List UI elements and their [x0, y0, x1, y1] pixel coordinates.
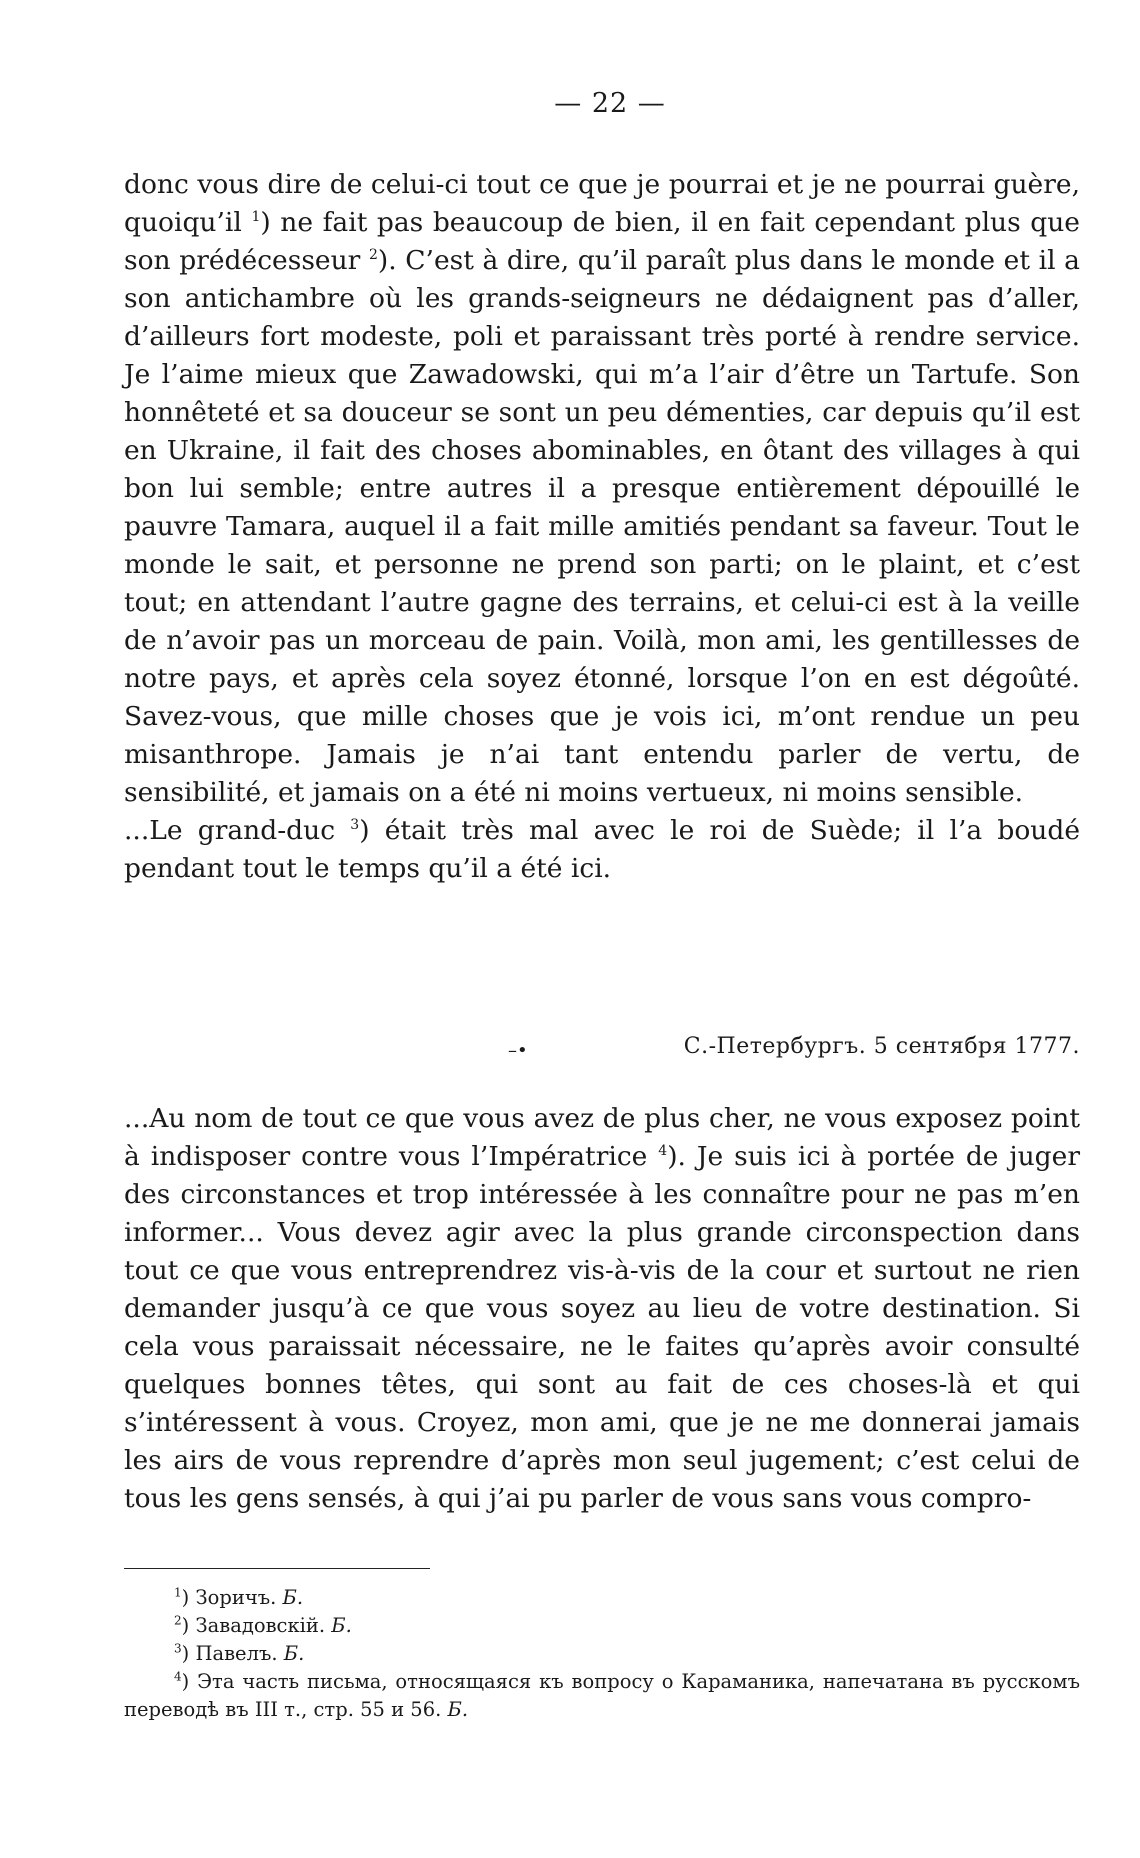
footnote-ref: 2	[368, 247, 378, 264]
footnote-author: Б.	[283, 1642, 305, 1665]
footnote-2	[124, 1612, 1080, 1640]
footnote-author: Б.	[331, 1614, 352, 1637]
footnote-3	[124, 1640, 1080, 1668]
footnote-text: ) Зоричъ.	[181, 1586, 283, 1609]
footnote-text: ) Эта часть письма, относящаяся къ вопросу о Караманика, напечатана въ русскомъ переводѣ въ III т., стр. 55 и 56.	[124, 1670, 1080, 1721]
paragraph-segment: ) était très mal avec le roi de Suède; il l’a boudé pendant tout le temps qu’il a été ici.	[124, 815, 1081, 884]
paragraph-segment: donc vous dire de celui-ci tout ce que je pourrai et je ne pourrai guère, quoiqu’il	[124, 169, 1080, 238]
letter-two-paragraph	[124, 1100, 1080, 1518]
dateline: С.-Петербургъ. 5 сентября 1777.	[683, 1034, 1080, 1059]
letter-one-paragraph	[124, 166, 1080, 812]
page-number: — 22 —	[554, 88, 666, 119]
paragraph-segment: ). C’est à dire, qu’il paraît plus dans le monde et il a son antichambre où les grands-seigneurs ne dédaignent pas d’aller, d’ailleurs fort modeste, poli et paraissant très porté à rendre service. Je l’aime mieux que Zawadowski, qui m’a l’air d’être un Tartufe. Son honnêteté et sa douceur se sont un peu démenties, car depuis qu’il est en Ukraine, il fait des choses abominables, en ôtant des villages à qui bon lui semble; entre autres il a presque entièrement dépouillé le pauvre Tamara, auquel il a fait mille amitiés pendant sa faveur. Tout le monde le sait, et personne ne prend son parti; on le plaint, et c’est tout; en attendant l’autre gagne des terrains, et celui-ci est à la veille de n’avoir pas un morceau de pain. Voilà, mon ami, les gentillesses de notre pays, et après cela soyez étonné, lorsque l’on en est dégoûté. Savez-vous, que mille choses que je vois ici, m’ont rendue un peu misanthrope. Jamais je n’ai tant entendu parler de vertu, de sensibilité, et jamais on a été ni moins vertueux, ni moins sensible.	[124, 245, 1080, 808]
footnote-number: 2	[174, 1613, 182, 1628]
paragraph-segment: ). Je suis ici à portée de juger des circonstances et trop intéressée à les connaître pour ne pas m’en informer... Vous devez agir avec la plus grande circonspection dans tout ce que vous entreprendrez vis-à-vis de la cour et surtout ne rien demander jusqu’à ce que vous soyez au lieu de votre destination. Si cela vous paraissait nécessaire, ne le faites qu’après avoir consulté quelques bonnes têtes, qui sont au fait de ces choses-là et qui s’intéressent à vous. Croyez, mon ami, que je ne me donnerai jamais les airs de vous reprendre d’après mon seul jugement; c’est celui de tous les gens sensés, à qui j’ai pu parler de vous sans vous compro-	[124, 1141, 1080, 1514]
footnote-divider	[124, 1568, 430, 1569]
footnote-ref: 1	[251, 209, 261, 226]
footnote-author: Б.	[447, 1698, 469, 1721]
footnote-author: Б.	[282, 1586, 304, 1609]
footnote-number: 3	[174, 1641, 182, 1656]
footnote-number: 4	[174, 1669, 182, 1684]
footnote-text: ) Павелъ.	[181, 1642, 284, 1665]
paragraph-segment: ...Le grand-duc	[124, 815, 351, 846]
dateline-ornament: –•	[508, 1040, 528, 1061]
footnote-ref: 4	[658, 1143, 668, 1160]
paragraph-segment: ) ne fait pas beaucoup de bien, il en fait cependant plus que son prédécesseur	[124, 207, 1080, 276]
footnote-ref: 3	[350, 817, 360, 834]
footnote-1	[124, 1584, 1080, 1612]
footnote-4	[124, 1668, 1080, 1724]
footnote-text: ) Завадовскій.	[181, 1614, 332, 1637]
letter-one-text	[124, 166, 1080, 888]
footnotes	[124, 1584, 1080, 1724]
letter-one-paragraph-2	[124, 812, 1080, 888]
footnote-number: 1	[174, 1585, 182, 1600]
letter-two-text	[124, 1100, 1080, 1518]
paragraph-segment: ...Au nom de tout ce que vous avez de plus cher, ne vous exposez point à indisposer contre vous l’Impératrice	[124, 1103, 1080, 1172]
